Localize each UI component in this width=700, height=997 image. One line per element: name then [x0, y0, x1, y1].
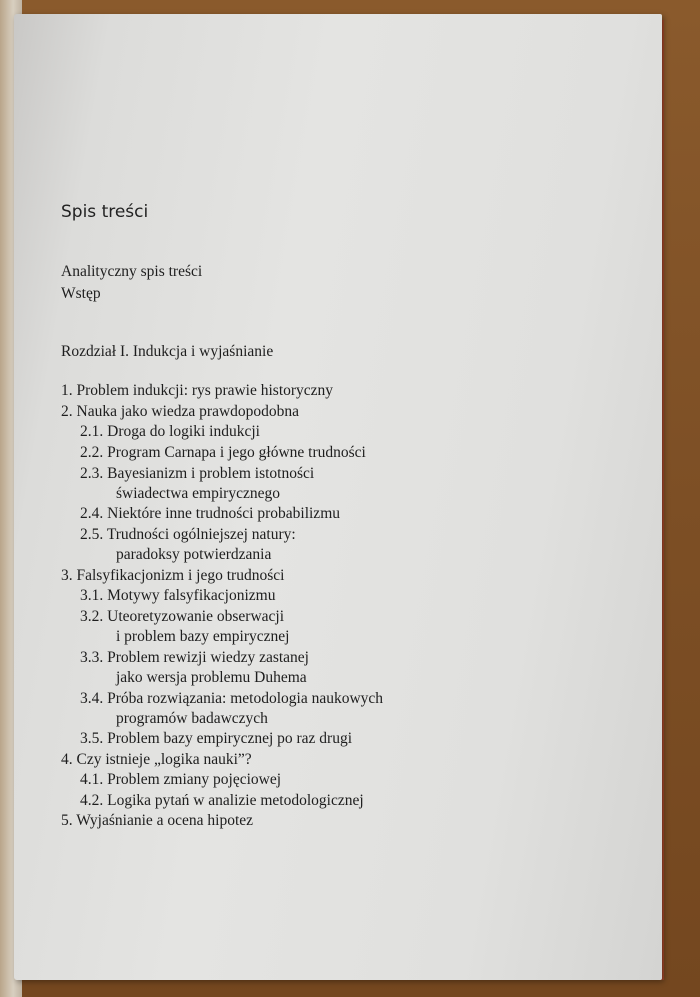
toc-entry-title: 4. Czy istnieje „logika nauki”?	[61, 751, 252, 768]
toc-entry-title: 1. Problem indukcji: rys prawie historyczny	[61, 382, 334, 399]
toc-entry-title-continued: programów badawczych	[116, 710, 268, 727]
toc-entry-title-continued: paradoksy potwierdzania	[116, 546, 272, 563]
toc-entry-title: 2.4. Niektóre inne trudności probabilizmu	[80, 505, 340, 522]
toc-entry-title: 2.1. Droga do logiki indukcji	[80, 423, 260, 440]
toc-entry-title: 2. Nauka jako wiedza prawdopodobna	[61, 403, 300, 420]
toc-entry-title: 3.1. Motywy falsyfikacjonizmu	[80, 587, 276, 604]
toc-entry-title: 2.2. Program Carnapa i jego główne trudności	[80, 444, 366, 461]
toc-entry-title: 2.5. Trudności ogólniejszej natury:	[80, 526, 296, 543]
toc-entry-title: 3.4. Próba rozwiązania: metodologia naukowych	[80, 690, 384, 707]
toc-entry-title: Analityczny spis treści	[61, 263, 203, 280]
toc-entry-title: 3.2. Uteoretyzowanie obserwacji	[80, 608, 285, 625]
toc-entry-title-continued: świadectwa empirycznego	[116, 485, 280, 502]
toc-entry-title: 3.5. Problem bazy empirycznej po raz drugi	[80, 730, 353, 747]
page-title: Spis treści	[61, 202, 149, 222]
toc-entry-title-continued: i problem bazy empirycznej	[116, 628, 290, 645]
toc-entry-title: 2.3. Bayesianizm i problem istotności	[80, 465, 315, 482]
toc-entry-title: 3.3. Problem rewizji wiedzy zastanej	[80, 649, 309, 666]
toc-entry-title: 5. Wyjaśnianie a ocena hipotez	[61, 812, 254, 829]
toc-entry-title: Wstęp	[61, 285, 101, 302]
toc-entry-title: 3. Falsyfikacjonizm i jego trudności	[61, 567, 285, 584]
toc-entry-title: 4.2. Logika pytań w analizie metodologicznej	[80, 792, 364, 809]
toc-entry-title-continued: jako wersja problemu Duhema	[116, 669, 307, 686]
toc-entry-title: Rozdział I. Indukcja i wyjaśnianie	[61, 343, 274, 360]
toc-entry-title: 4.1. Problem zmiany pojęciowej	[80, 771, 282, 788]
